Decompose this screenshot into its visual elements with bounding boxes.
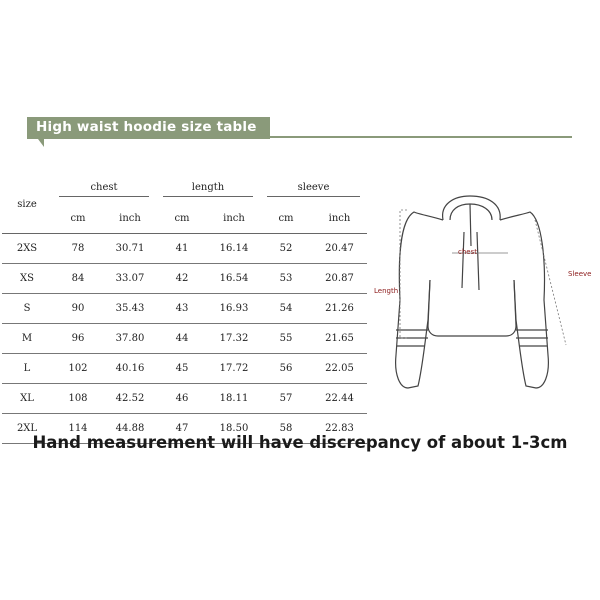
value-cell: 102 (52, 354, 104, 384)
size-cell: 2XL (2, 414, 52, 444)
value-cell: 84 (52, 264, 104, 294)
value-cell: 42.52 (104, 384, 156, 414)
length-label: Length (374, 287, 399, 295)
value-cell: 21.26 (312, 294, 367, 324)
value-cell: 22.83 (312, 414, 367, 444)
unit-header: cm (52, 204, 104, 234)
length-header: length (156, 175, 260, 204)
value-cell: 55 (260, 324, 312, 354)
table-row (2, 354, 367, 384)
value-cell: 30.71 (104, 234, 156, 264)
value-cell: 45 (156, 354, 208, 384)
value-cell: 108 (52, 384, 104, 414)
value-cell: 114 (52, 414, 104, 444)
size-cell: XS (2, 264, 52, 294)
unit-header: cm (156, 204, 208, 234)
unit-header: cm (260, 204, 312, 234)
value-cell: 53 (260, 264, 312, 294)
value-cell: 90 (52, 294, 104, 324)
value-cell: 96 (52, 324, 104, 354)
value-cell: 44 (156, 324, 208, 354)
unit-header: inch (104, 204, 156, 234)
size-cell: 2XS (2, 234, 52, 264)
value-cell: 35.43 (104, 294, 156, 324)
sleeve-header: sleeve (260, 175, 367, 204)
value-cell: 16.54 (208, 264, 260, 294)
value-cell: 18.50 (208, 414, 260, 444)
value-cell: 56 (260, 354, 312, 384)
banner-rule (270, 136, 572, 138)
value-cell: 58 (260, 414, 312, 444)
value-cell: 22.05 (312, 354, 367, 384)
banner-tail (38, 139, 44, 147)
chest-header: chest (52, 175, 156, 204)
value-cell: 52 (260, 234, 312, 264)
value-cell: 16.93 (208, 294, 260, 324)
value-cell: 17.72 (208, 354, 260, 384)
size-header: size (2, 175, 52, 234)
value-cell: 47 (156, 414, 208, 444)
size-cell: M (2, 324, 52, 354)
table-row (2, 264, 367, 294)
value-cell: 37.80 (104, 324, 156, 354)
table-row (2, 234, 367, 264)
chest-label: chest (458, 248, 477, 256)
value-cell: 16.14 (208, 234, 260, 264)
value-cell: 41 (156, 234, 208, 264)
table-row (2, 324, 367, 354)
measure-guides (400, 210, 566, 345)
value-cell: 33.07 (104, 264, 156, 294)
value-cell: 17.32 (208, 324, 260, 354)
unit-header: inch (208, 204, 260, 234)
value-cell: 43 (156, 294, 208, 324)
value-cell: 20.87 (312, 264, 367, 294)
value-cell: 21.65 (312, 324, 367, 354)
value-cell: 57 (260, 384, 312, 414)
size-cell: S (2, 294, 52, 324)
value-cell: 44.88 (104, 414, 156, 444)
value-cell: 78 (52, 234, 104, 264)
size-table (2, 175, 367, 444)
footer-note: Hand measurement will have discrepancy of about 1-3cm (32, 433, 568, 452)
size-cell: XL (2, 384, 52, 414)
hoodie-diagram (370, 190, 600, 410)
value-cell: 18.11 (208, 384, 260, 414)
hoodie-outline (396, 196, 549, 388)
value-cell: 42 (156, 264, 208, 294)
value-cell: 22.44 (312, 384, 367, 414)
sleeve-label: Sleeve (568, 270, 592, 278)
value-cell: 20.47 (312, 234, 367, 264)
value-cell: 54 (260, 294, 312, 324)
unit-header: inch (312, 204, 367, 234)
value-cell: 46 (156, 384, 208, 414)
page-title: High waist hoodie size table (36, 119, 257, 135)
table-row (2, 294, 367, 324)
table-row (2, 384, 367, 414)
size-cell: L (2, 354, 52, 384)
value-cell: 40.16 (104, 354, 156, 384)
